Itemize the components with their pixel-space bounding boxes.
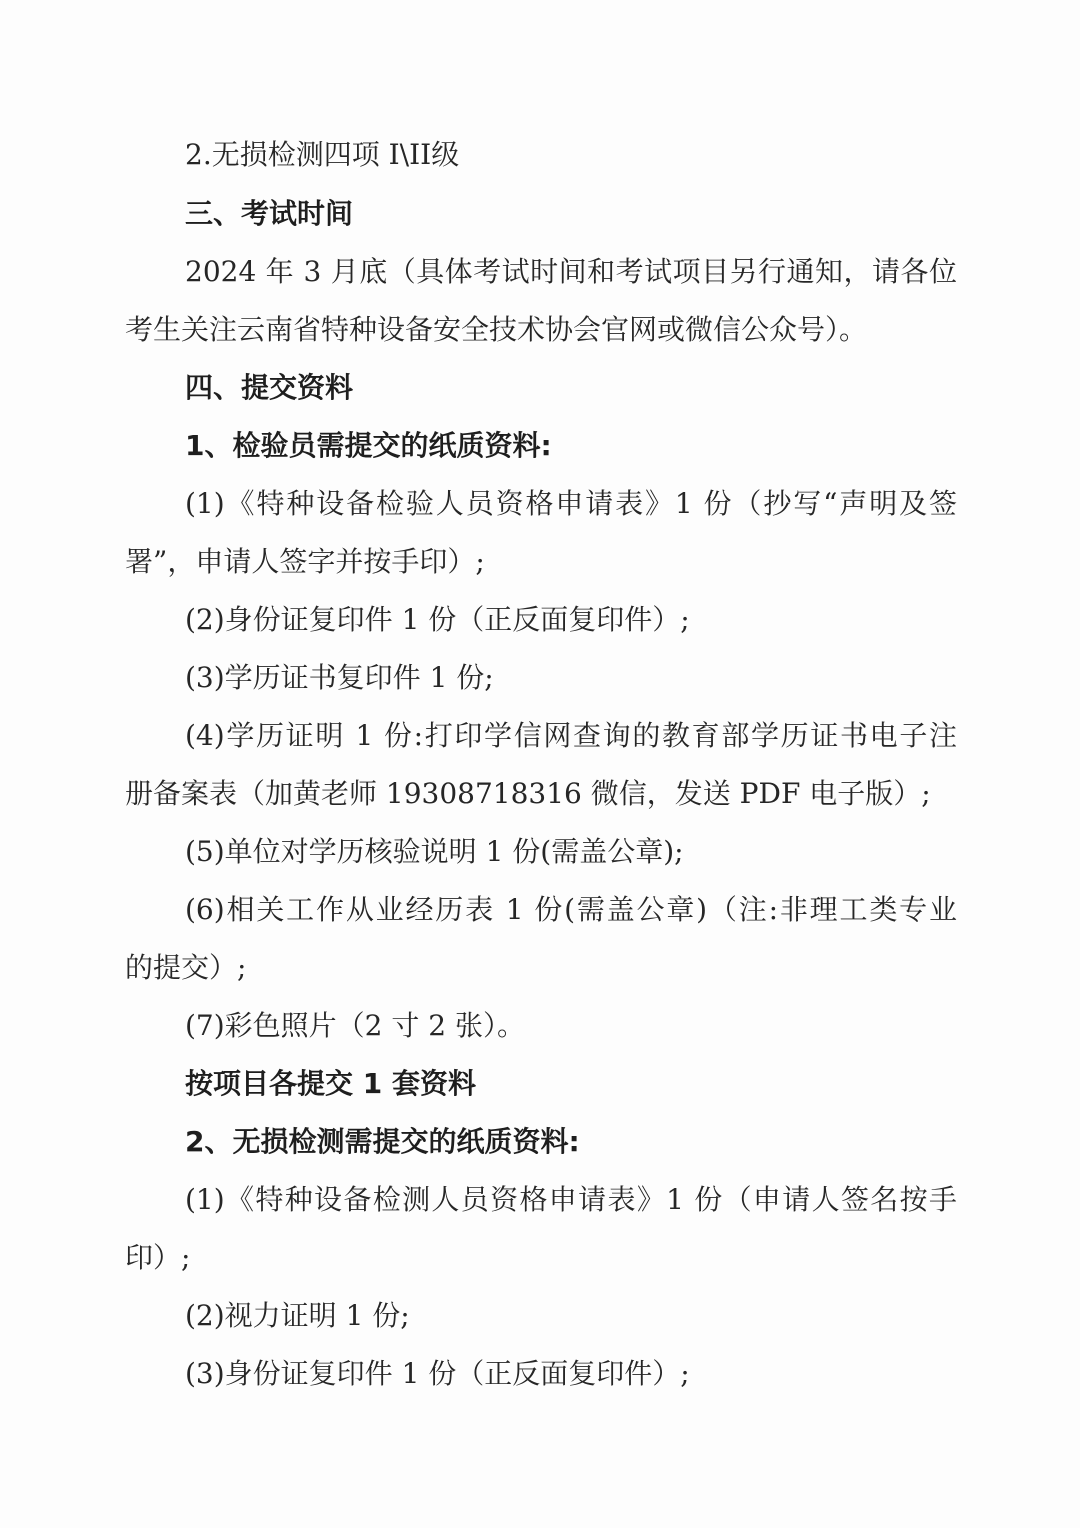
per-project-note: 按项目各提交 1 套资料: [185, 1067, 476, 1100]
inspector-item-4-line-2: 册备案表（加黄老师 19308718316 微信，发送 PDF 电子版）;: [125, 777, 931, 810]
subheading-inspector-materials: 1、检验员需提交的纸质资料:: [185, 429, 552, 462]
ndt-item-1-line-2: 印）;: [125, 1241, 191, 1274]
inspector-item-6-line-2: 的提交）;: [125, 951, 247, 984]
exam-time-paragraph-line-1: 2024 年 3 月底（具体考试时间和考试项目另行通知，请各位: [185, 255, 957, 288]
ndt-item-3: (3)身份证复印件 1 份（正反面复印件）;: [185, 1357, 690, 1390]
section-heading-exam-time: 三、考试时间: [185, 197, 354, 230]
inspector-item-6-line-1: (6)相关工作从业经历表 1 份(需盖公章)（注:非理工类专业: [185, 893, 957, 926]
inspector-item-1-line-1: (1)《特种设备检验人员资格申请表》1 份（抄写“声明及签: [185, 487, 957, 520]
subheading-ndt-materials: 2、无损检测需提交的纸质资料:: [185, 1125, 580, 1158]
ndt-item-1-line-1: (1)《特种设备检测人员资格申请表》1 份（申请人签名按手: [185, 1183, 957, 1216]
inspector-item-2: (2)身份证复印件 1 份（正反面复印件）;: [185, 603, 690, 636]
inspector-item-1-line-2: 署”，申请人签字并按手印）;: [125, 545, 485, 578]
ndt-item-2: (2)视力证明 1 份;: [185, 1299, 410, 1332]
inspector-item-4-line-1: (4)学历证明 1 份:打印学信网查询的教育部学历证书电子注: [185, 719, 957, 752]
inspector-item-7: (7)彩色照片（2 寸 2 张）。: [185, 1009, 525, 1042]
ndt-item-line: 2.无损检测四项 I\II级: [185, 138, 460, 171]
inspector-item-5: (5)单位对学历核验说明 1 份(需盖公章);: [185, 835, 684, 868]
exam-time-paragraph-line-2: 考生关注云南省特种设备安全技术协会官网或微信公众号）。: [125, 313, 868, 346]
inspector-item-3: (3)学历证书复印件 1 份;: [185, 661, 494, 694]
section-heading-materials: 四、提交资料: [185, 371, 354, 404]
